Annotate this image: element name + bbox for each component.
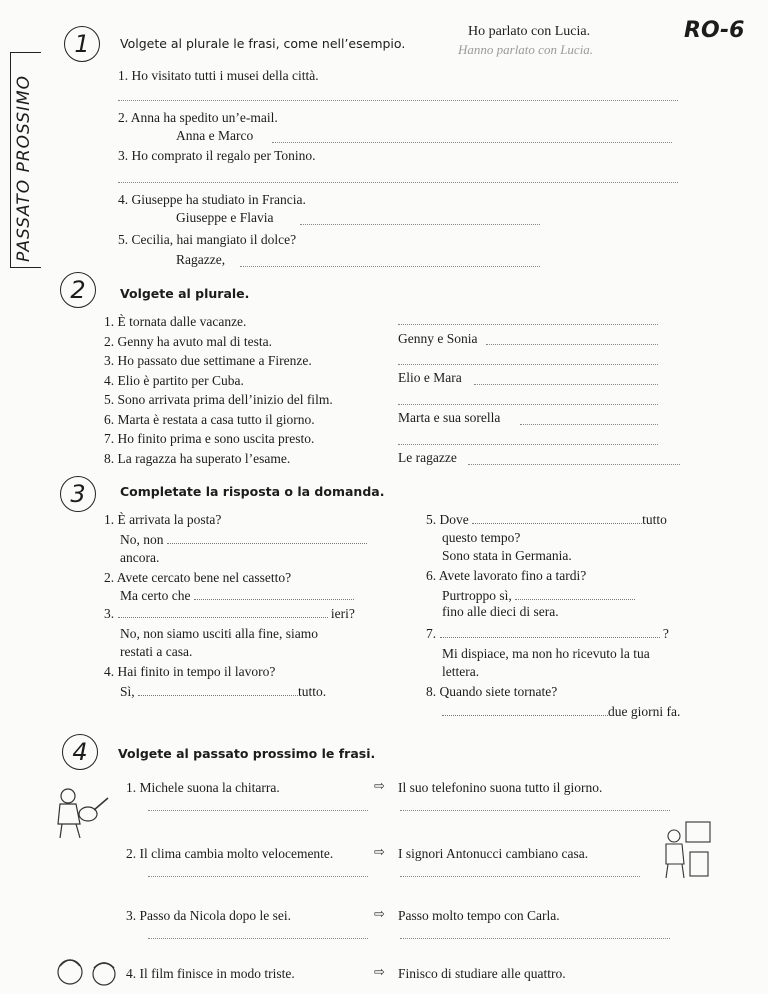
ex3-answer-5: Sono stata in Germania. bbox=[442, 548, 572, 563]
ex1-item: 4. Giuseppe ha studiato in Francia. bbox=[118, 192, 306, 207]
guitar-player-illustration bbox=[46, 784, 112, 840]
ex3-item-5-cont: questo tempo? bbox=[442, 530, 521, 545]
ex2-answer-line-2[interactable] bbox=[486, 344, 658, 345]
ex4-sentence-left: 2. Il clima cambia molto velocemente. bbox=[126, 846, 334, 861]
ex1-answer-line-5[interactable] bbox=[240, 266, 540, 267]
exercise-1-number: 1 bbox=[64, 26, 100, 62]
corner-code: RO-6 bbox=[684, 18, 745, 43]
ex2-prompt: Genny e Sonia bbox=[398, 331, 478, 346]
ex3-item-7: 7. ? bbox=[426, 626, 669, 641]
ex4-answer-line[interactable] bbox=[148, 810, 368, 811]
ex3-answer-3-end: restati a casa. bbox=[120, 644, 193, 659]
side-label-text: PASSATO PROSSIMO bbox=[14, 74, 34, 262]
ex3-item-6: 6. Avete lavorato fino a tardi? bbox=[426, 568, 587, 583]
ex3-item-4: 4. Hai finito in tempo il lavoro? bbox=[104, 664, 276, 679]
ex1-prompt: Giuseppe e Flavia bbox=[176, 210, 274, 225]
ex3-answer-7-end: lettera. bbox=[442, 664, 480, 679]
exercise-4-number: 4 bbox=[62, 734, 98, 770]
ex1-answer-line-4[interactable] bbox=[300, 224, 540, 225]
example-answer: Hanno parlato con Lucia. bbox=[458, 42, 594, 57]
ex2-answer-line-4[interactable] bbox=[474, 384, 658, 385]
arrow-right-icon: ⇨ bbox=[374, 779, 385, 794]
ex3-answer-7: Mi dispiace, ma non ho ricevuto la tua bbox=[442, 646, 650, 661]
ex4-answer-line[interactable] bbox=[400, 876, 640, 877]
ex4-sentence-left: 3. Passo da Nicola dopo le sei. bbox=[126, 908, 291, 923]
ex3-answer-4: Sì, tutto. bbox=[120, 684, 327, 699]
ex1-answer-line-3[interactable] bbox=[118, 182, 678, 183]
ex1-item: 3. Ho comprato il regalo per Tonino. bbox=[118, 148, 316, 163]
ex2-answer-line-3[interactable] bbox=[398, 364, 658, 365]
ex1-item: 1. Ho visitato tutti i musei della città. bbox=[118, 68, 319, 83]
ex2-answer-line-5[interactable] bbox=[398, 404, 658, 405]
ex2-item: 8. La ragazza ha superato l’esame. bbox=[104, 450, 291, 466]
ex2-item: 7. Ho finito prima e sono uscita presto. bbox=[104, 431, 315, 446]
ex2-prompt: Marta e sua sorella bbox=[398, 410, 501, 425]
arrow-right-icon: ⇨ bbox=[374, 845, 385, 860]
ex2-answer-line-8[interactable] bbox=[468, 464, 680, 465]
ex2-answer-line-7[interactable] bbox=[398, 444, 658, 445]
ex4-sentence-right: I signori Antonucci cambiano casa. bbox=[398, 846, 589, 861]
ex1-item: 5. Cecilia, hai mangiato il dolce? bbox=[118, 232, 297, 247]
ex2-item: 5. Sono arrivata prima dell’inizio del film. bbox=[104, 392, 333, 407]
exercise-1-instruction: Volgete al plurale le frasi, come nell’esempio. bbox=[120, 36, 406, 51]
ex2-item: 4. Elio è partito per Cuba. bbox=[104, 372, 244, 388]
exercise-3-instruction: Completate la risposta o la domanda. bbox=[120, 484, 385, 499]
ex3-answer-6: Purtroppo sì, bbox=[442, 588, 635, 604]
ex1-answer-line-2[interactable] bbox=[272, 142, 672, 143]
ex2-item: 2. Genny ha avuto mal di testa. bbox=[104, 333, 272, 349]
ex3-answer-1-end: ancora. bbox=[120, 550, 160, 565]
two-faces-illustration bbox=[52, 952, 126, 994]
exercise-3-number: 3 bbox=[60, 476, 96, 512]
ex4-sentence-right: Il suo telefonino suona tutto il giorno. bbox=[398, 780, 603, 795]
arrow-right-icon: ⇨ bbox=[374, 907, 385, 922]
ex4-sentence-right: Finisco di studiare alle quattro. bbox=[398, 966, 566, 981]
ex3-answer-6-end: fino alle dieci di sera. bbox=[442, 604, 559, 619]
arrow-right-icon: ⇨ bbox=[374, 965, 385, 980]
ex3-answer-2: Ma certo che bbox=[120, 588, 354, 604]
exercise-4-instruction: Volgete al passato prossimo le frasi. bbox=[118, 746, 376, 761]
ex1-prompt: Ragazze, bbox=[176, 252, 226, 267]
ex3-answer-8: due giorni fa. bbox=[442, 704, 680, 720]
example-sentence: Ho parlato con Lucia. bbox=[468, 24, 591, 39]
ex4-sentence-right: Passo molto tempo con Carla. bbox=[398, 908, 560, 923]
ex4-sentence-left: 4. Il film finisce in modo triste. bbox=[126, 966, 295, 981]
ex1-item: 2. Anna ha spedito un’e-mail. bbox=[118, 110, 278, 125]
ex2-prompt: Elio e Mara bbox=[398, 370, 462, 385]
movers-illustration bbox=[656, 818, 718, 882]
ex3-item-1: 1. È arrivata la posta? bbox=[104, 512, 222, 527]
ex4-answer-line[interactable] bbox=[148, 876, 368, 877]
ex3-item-8: 8. Quando siete tornate? bbox=[426, 684, 558, 699]
ex3-item-2: 2. Avete cercato bene nel cassetto? bbox=[104, 570, 292, 585]
exercise-2-number: 2 bbox=[60, 272, 96, 308]
ex3-item-5: 5. Dove tutto bbox=[426, 512, 667, 527]
ex2-item: 3. Ho passato due settimane a Firenze. bbox=[104, 353, 312, 368]
ex1-answer-line-1[interactable] bbox=[118, 100, 678, 101]
ex4-answer-line[interactable] bbox=[400, 810, 670, 811]
ex2-answer-line-6[interactable] bbox=[520, 424, 658, 425]
ex4-answer-line[interactable] bbox=[148, 938, 368, 939]
ex4-sentence-left: 1. Michele suona la chitarra. bbox=[126, 780, 280, 795]
ex3-item-3: 3. ieri? bbox=[104, 606, 355, 621]
ex2-item: 1. È tornata dalle vacanze. bbox=[104, 314, 247, 329]
ex2-prompt: Le ragazze bbox=[398, 450, 457, 465]
exercise-2-instruction: Volgete al plurale. bbox=[120, 286, 250, 301]
ex4-answer-line[interactable] bbox=[400, 938, 670, 939]
ex3-answer-3: No, non siamo usciti alla fine, siamo bbox=[120, 626, 318, 641]
ex2-list bbox=[104, 312, 333, 468]
ex2-answer-line-1[interactable] bbox=[398, 324, 658, 325]
ex3-answer-1: No, non bbox=[120, 532, 367, 548]
ex2-item: 6. Marta è restata a casa tutto il giorno. bbox=[104, 411, 315, 427]
ex1-prompt: Anna e Marco bbox=[176, 128, 254, 143]
